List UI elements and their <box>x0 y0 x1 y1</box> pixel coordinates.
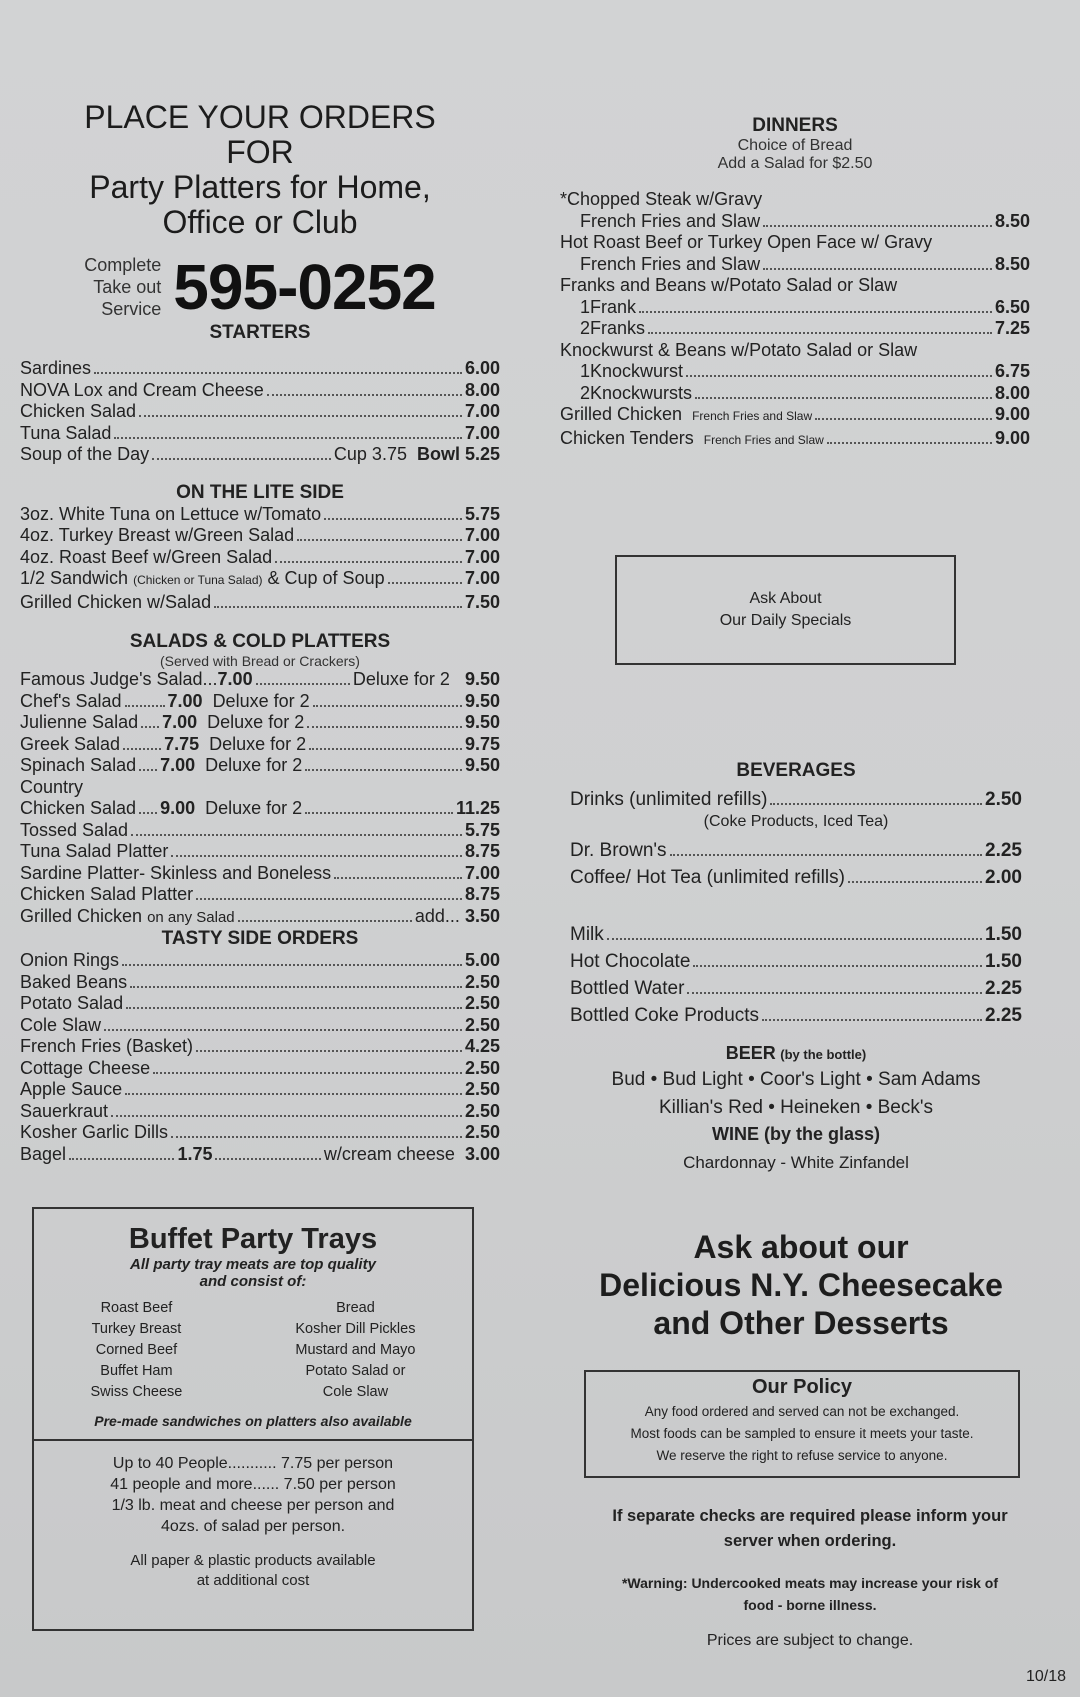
item-price: 2.50 <box>985 789 1022 810</box>
service-line-1: Complete <box>84 255 162 275</box>
item-name: Soup of the Day <box>20 444 150 464</box>
menu-item <box>20 798 500 820</box>
item-name: Sauerkraut <box>20 1100 109 1121</box>
item-price: 3.50 <box>464 905 500 926</box>
warning-line: *Warning: Undercooked meats may increase your risk of <box>621 1575 999 1591</box>
menu-item <box>20 993 500 1015</box>
buffet-item: Kosher Dill Pickles <box>295 1321 416 1337</box>
item-name: Chicken Tenders <box>560 427 694 448</box>
item-name: Greek Salad <box>20 733 121 754</box>
item-name: 2Franks <box>580 318 646 338</box>
item-name: Bottled Water <box>570 978 685 999</box>
item-name: & Cup of Soup <box>267 568 385 588</box>
menu-item <box>20 423 500 445</box>
checks-note <box>580 1504 1040 1554</box>
item-name: Sardine Platter- Skinless and Boneless <box>20 862 332 883</box>
item-name: French Fries and Slaw <box>580 253 761 274</box>
menu-item <box>560 361 1030 383</box>
buffet-subtitle-1: All party tray meats are top quality <box>130 1256 376 1273</box>
item-name: w/cream cheese <box>323 1143 455 1164</box>
item-price: 2.50 <box>464 1100 500 1121</box>
item-note: French Fries and Slaw <box>692 409 813 423</box>
item-price: Bowl 5.25 <box>416 444 500 464</box>
item-price: 9.00 <box>994 427 1030 448</box>
item-price: 2.00 <box>985 867 1022 888</box>
item-note: (Chicken or Tuna Salad) <box>133 573 263 587</box>
menu-item <box>20 592 500 614</box>
item-price: 11.25 <box>455 798 500 818</box>
date-code: 10/18 <box>1025 1668 1066 1685</box>
item-name: Chicken Salad <box>20 401 137 421</box>
beer-title: BEER <box>725 1043 776 1063</box>
policy-line: We reserve the right to refuse service to anyone. <box>656 1448 948 1463</box>
menu-item <box>20 1015 500 1037</box>
policy-line: Most foods can be sampled to ensure it meets your taste. <box>630 1426 974 1441</box>
menu-item <box>560 211 1030 233</box>
item-price: 7.00 <box>160 755 196 775</box>
item-name: 4oz. Turkey Breast w/Green Salad <box>20 525 295 545</box>
starters-title: STARTERS <box>209 322 311 343</box>
item-name-line: Country <box>20 776 84 797</box>
buffet-paper-line: All paper & plastic products available <box>130 1552 376 1569</box>
item-price: 2.50 <box>464 993 500 1013</box>
service-line-2: Take out <box>93 277 162 297</box>
beverages-title: BEVERAGES <box>736 760 856 781</box>
item-name: Sardines <box>20 358 92 378</box>
item-name: Tossed Salad <box>20 819 129 840</box>
buffet-item: Turkey Breast <box>91 1321 182 1337</box>
buffet-paper <box>34 1551 472 1591</box>
item-deluxe: Deluxe for 2 <box>205 798 303 818</box>
item-price: 9.50 <box>464 669 500 689</box>
buffet-price-line: 4ozs. of salad per person. <box>160 1518 346 1535</box>
drinks-note: (Coke Products, Iced Tea) <box>703 813 889 830</box>
dinners-title: DINNERS <box>752 115 838 136</box>
buffet-subtitle-2: and consist of: <box>199 1273 307 1290</box>
item-price: 8.50 <box>994 253 1030 274</box>
menu-item <box>560 254 1030 276</box>
item-name: Julienne Salad <box>20 712 139 732</box>
item-price: 7.50 <box>464 591 500 612</box>
item-price: 1.50 <box>985 951 1022 972</box>
wine-title: WINE (by the glass) <box>711 1124 881 1144</box>
item-price: 5.75 <box>464 819 500 840</box>
item-name: Grilled Chicken w/Salad <box>20 591 212 612</box>
item-price: 2.50 <box>464 1014 500 1035</box>
item-price: 1.50 <box>985 924 1022 945</box>
right-column <box>560 115 1030 451</box>
item-price: 7.00 <box>464 401 500 421</box>
buffet-item: Buffet Ham <box>100 1363 173 1379</box>
item-price: 7.00 <box>464 422 500 443</box>
order-header <box>20 100 500 324</box>
buffet-item: Cole Slaw <box>322 1384 389 1400</box>
dinners-sub-2: Add a Salad for $2.50 <box>717 155 873 172</box>
salads-subtitle: (Served with Bread or Crackers) <box>160 653 360 669</box>
wine-line: Chardonnay - White Zinfandel <box>683 1153 909 1172</box>
item-price: 7.00 <box>162 712 198 732</box>
left-column <box>20 100 500 1165</box>
policy-box <box>584 1370 1020 1478</box>
dinners-sub-1: Choice of Bread <box>737 137 853 154</box>
menu-item-name: *Chopped Steak w/Gravy <box>560 189 763 209</box>
item-name: Chicken Salad Platter <box>20 884 194 904</box>
item-price: 7.00 <box>464 546 500 567</box>
menu-item <box>570 864 1022 891</box>
item-price: 2.25 <box>985 978 1022 999</box>
buffet-item: Swiss Cheese <box>90 1384 183 1400</box>
beer-heading <box>570 1043 1022 1064</box>
menu-item <box>20 358 500 380</box>
item-name: Famous Judge's Salad... <box>20 669 218 689</box>
item-price: 8.75 <box>464 841 500 861</box>
item-deluxe: Deluxe for 2 <box>205 755 303 775</box>
item-name: 1Frank <box>580 296 637 317</box>
item-price: 5.00 <box>464 950 500 970</box>
header-line-2: FOR <box>226 134 294 170</box>
item-name: NOVA Lox and Cream Cheese <box>20 379 264 400</box>
item-price: 6.50 <box>994 296 1030 317</box>
menu-item <box>20 525 500 547</box>
item-name: 3oz. White Tuna on Lettuce w/Tomato <box>20 503 322 524</box>
menu-item <box>20 444 500 466</box>
buffet-columns <box>34 1298 472 1403</box>
dessert-line-1: Ask about our <box>693 1229 909 1265</box>
item-name: 4oz. Roast Beef w/Green Salad <box>20 546 273 567</box>
item-note: French Fries and Slaw <box>703 432 824 447</box>
buffet-price-line: 1/3 lb. meat and cheese per person and <box>111 1497 395 1514</box>
item-name: Milk <box>570 924 604 945</box>
specials-line-2: Our Daily Specials <box>719 612 852 629</box>
item-price: 5.75 <box>464 503 500 524</box>
menu-item <box>20 1058 500 1080</box>
menu-item <box>20 691 500 713</box>
item-name: Onion Rings <box>20 950 120 970</box>
item-price: 8.50 <box>994 210 1030 231</box>
item-name: Hot Chocolate <box>570 951 691 972</box>
item-price: 2.50 <box>464 1122 500 1142</box>
item-name: Coffee/ Hot Tea (unlimited refills) <box>570 867 845 888</box>
beer-line-1: Bud • Bud Light • Coor's Light • Sam Adams <box>611 1069 981 1090</box>
warning-line: food - borne illness. <box>743 1597 877 1613</box>
sides-title: TASTY SIDE ORDERS <box>161 928 359 949</box>
buffet-item: Potato Salad or <box>305 1363 406 1379</box>
policy-line: Any food ordered and served can not be exchanged. <box>644 1404 960 1419</box>
item-price: 2.50 <box>464 1079 500 1099</box>
item-price: 9.00 <box>160 798 196 818</box>
menu-item-name: Hot Roast Beef or Turkey Open Face w/ Gravy <box>560 232 933 252</box>
item-price: 9.75 <box>464 733 500 754</box>
menu-item <box>20 401 500 423</box>
specials-line-1: Ask About <box>749 590 822 607</box>
phone-row <box>20 250 500 324</box>
menu-item <box>20 950 500 972</box>
dessert-line-2: Delicious N.Y. Cheesecake <box>599 1267 1003 1303</box>
buffet-item: Bread <box>336 1300 375 1316</box>
item-name: Chicken Salad <box>20 798 137 818</box>
item-price: 2.50 <box>464 1057 500 1078</box>
header-line-1: PLACE YOUR ORDERS <box>84 99 436 135</box>
service-label <box>84 254 161 320</box>
menu-item-name: Knockwurst & Beans w/Potato Salad or Slaw <box>560 339 918 360</box>
specials-box <box>615 555 956 665</box>
menu-item <box>20 884 500 906</box>
phone-number: 595-0252 <box>173 251 436 323</box>
item-name: Drinks (unlimited refills) <box>570 789 768 810</box>
buffet-item: Corned Beef <box>95 1342 178 1358</box>
menu-item <box>20 504 500 526</box>
item-add: add... <box>414 905 460 926</box>
item-price: 7.00 <box>464 525 500 545</box>
menu-item <box>20 906 500 929</box>
menu-item <box>560 297 1030 319</box>
menu-item <box>20 1101 500 1123</box>
checks-line: If separate checks are required please inform your <box>612 1507 1008 1525</box>
item-price: 8.00 <box>464 379 500 400</box>
starters-list <box>20 358 500 466</box>
dessert-line-3: and Other Desserts <box>653 1305 949 1341</box>
item-price: 2.25 <box>985 840 1022 861</box>
menu-item <box>560 404 1030 428</box>
item-price: 8.75 <box>464 884 500 904</box>
lite-list <box>20 504 500 614</box>
item-name: Cole Slaw <box>20 1014 102 1035</box>
header-line-3: Party Platters for Home, <box>89 169 431 205</box>
lite-title: ON THE LITE SIDE <box>176 481 344 503</box>
dessert-section <box>570 1228 1032 1342</box>
sides-list <box>20 950 500 1165</box>
item-price: 6.00 <box>464 358 500 378</box>
item-price: 9.50 <box>464 755 500 775</box>
policy-text <box>586 1401 1018 1467</box>
item-price: 7.00 <box>464 568 500 588</box>
item-name: Chef's Salad <box>20 690 122 711</box>
buffet-title: Buffet Party Trays <box>128 1223 378 1255</box>
item-name: 2Knockwursts <box>580 382 693 403</box>
service-line-3: Service <box>101 299 162 319</box>
menu-item <box>560 383 1030 405</box>
item-price: 1.75 <box>177 1143 213 1164</box>
item-name: Grilled Chicken <box>20 905 143 926</box>
item-name: Cottage Cheese <box>20 1057 151 1078</box>
buffet-paper-line: at additional cost <box>196 1572 310 1589</box>
item-name: Tuna Salad <box>20 422 112 443</box>
menu-item <box>20 669 500 691</box>
item-price: 7.75 <box>164 733 200 754</box>
item-price: 9.50 <box>464 690 500 711</box>
menu-item <box>560 318 1030 340</box>
item-name: French Fries (Basket) <box>20 1036 194 1056</box>
menu-item <box>570 948 1022 975</box>
item-price: 7.00 <box>217 669 253 689</box>
buffet-price-line: 41 people and more...... 7.50 per person <box>110 1476 396 1493</box>
menu-item <box>20 755 500 777</box>
dinners-list <box>560 189 1030 451</box>
beer-line-2: Killian's Red • Heineken • Beck's <box>658 1097 933 1118</box>
item-price: 7.25 <box>994 318 1030 338</box>
menu-item <box>20 1144 500 1166</box>
policy-title: Our Policy <box>751 1376 853 1398</box>
menu-item <box>570 975 1022 1002</box>
menu-item <box>560 428 1030 452</box>
item-name: Bagel <box>20 1143 67 1164</box>
item-deluxe: Deluxe for 2 <box>212 690 310 711</box>
beverages-section <box>570 760 1022 1173</box>
item-note: on any Salad <box>147 908 235 926</box>
menu-item-name: Franks and Beans w/Potato Salad or Slaw <box>560 275 898 295</box>
menu-item <box>570 1002 1022 1029</box>
buffet-box <box>32 1207 474 1631</box>
item-price: 8.00 <box>994 382 1030 403</box>
prices-note: Prices are subject to change. <box>706 1632 914 1649</box>
item-name: 1Knockwurst <box>580 361 684 381</box>
item-price: 7.00 <box>464 862 500 883</box>
item-price: 2.25 <box>985 1005 1022 1026</box>
buffet-item: Mustard and Mayo <box>295 1342 416 1358</box>
menu-item <box>20 863 500 885</box>
item-price: 2.50 <box>464 971 500 992</box>
salads-list <box>20 669 500 928</box>
beer-note: (by the bottle) <box>780 1047 867 1062</box>
item-deluxe: Deluxe for 2 <box>352 669 450 689</box>
item-price: 9.00 <box>994 404 1030 424</box>
item-name: Apple Sauce <box>20 1079 123 1099</box>
buffet-pricing <box>34 1453 472 1537</box>
item-deluxe: Deluxe for 2 <box>209 733 307 754</box>
item-name: French Fries and Slaw <box>580 210 761 231</box>
item-name: Dr. Brown's <box>570 840 667 861</box>
item-price: 3.00 <box>464 1143 500 1164</box>
item-name: Tuna Salad Platter <box>20 841 169 861</box>
salads-title: SALADS & COLD PLATTERS <box>129 631 391 652</box>
menu-item <box>20 972 500 994</box>
item-name: Bottled Coke Products <box>570 1005 760 1026</box>
buffet-item: Roast Beef <box>100 1300 173 1316</box>
menu-item <box>20 547 500 569</box>
buffet-meats <box>91 1298 183 1403</box>
menu-item <box>20 1036 500 1058</box>
menu-item <box>570 921 1022 948</box>
menu-item <box>20 1079 500 1101</box>
menu-item <box>570 837 1022 864</box>
item-price: 6.75 <box>994 361 1030 381</box>
item-name: Grilled Chicken <box>560 404 683 424</box>
menu-item <box>20 380 500 402</box>
buffet-price-line: Up to 40 People........... 7.75 per person <box>112 1455 394 1472</box>
menu-item <box>570 786 1022 813</box>
item-price: 9.50 <box>464 712 500 732</box>
item-name: Spinach Salad <box>20 755 137 775</box>
menu-item <box>20 568 500 592</box>
menu-item <box>20 820 500 842</box>
item-name: Potato Salad <box>20 993 124 1013</box>
item-deluxe: Deluxe for 2 <box>207 712 305 732</box>
warning-note <box>580 1572 1040 1616</box>
checks-line: server when ordering. <box>723 1532 897 1550</box>
buffet-premade: Pre-made sandwiches on platters also available <box>34 1413 472 1441</box>
menu-item <box>20 841 500 863</box>
item-price: Cup 3.75 <box>333 444 407 464</box>
item-price: 7.00 <box>167 690 203 711</box>
menu-item <box>20 734 500 756</box>
menu-item <box>20 712 500 734</box>
header-line-4: Office or Club <box>162 204 358 240</box>
item-price: 4.25 <box>464 1036 500 1056</box>
buffet-sides <box>295 1298 415 1403</box>
menu-item <box>20 1122 500 1144</box>
item-name: 1/2 Sandwich <box>20 568 129 588</box>
item-name: Baked Beans <box>20 971 128 992</box>
item-name: Kosher Garlic Dills <box>20 1122 169 1142</box>
